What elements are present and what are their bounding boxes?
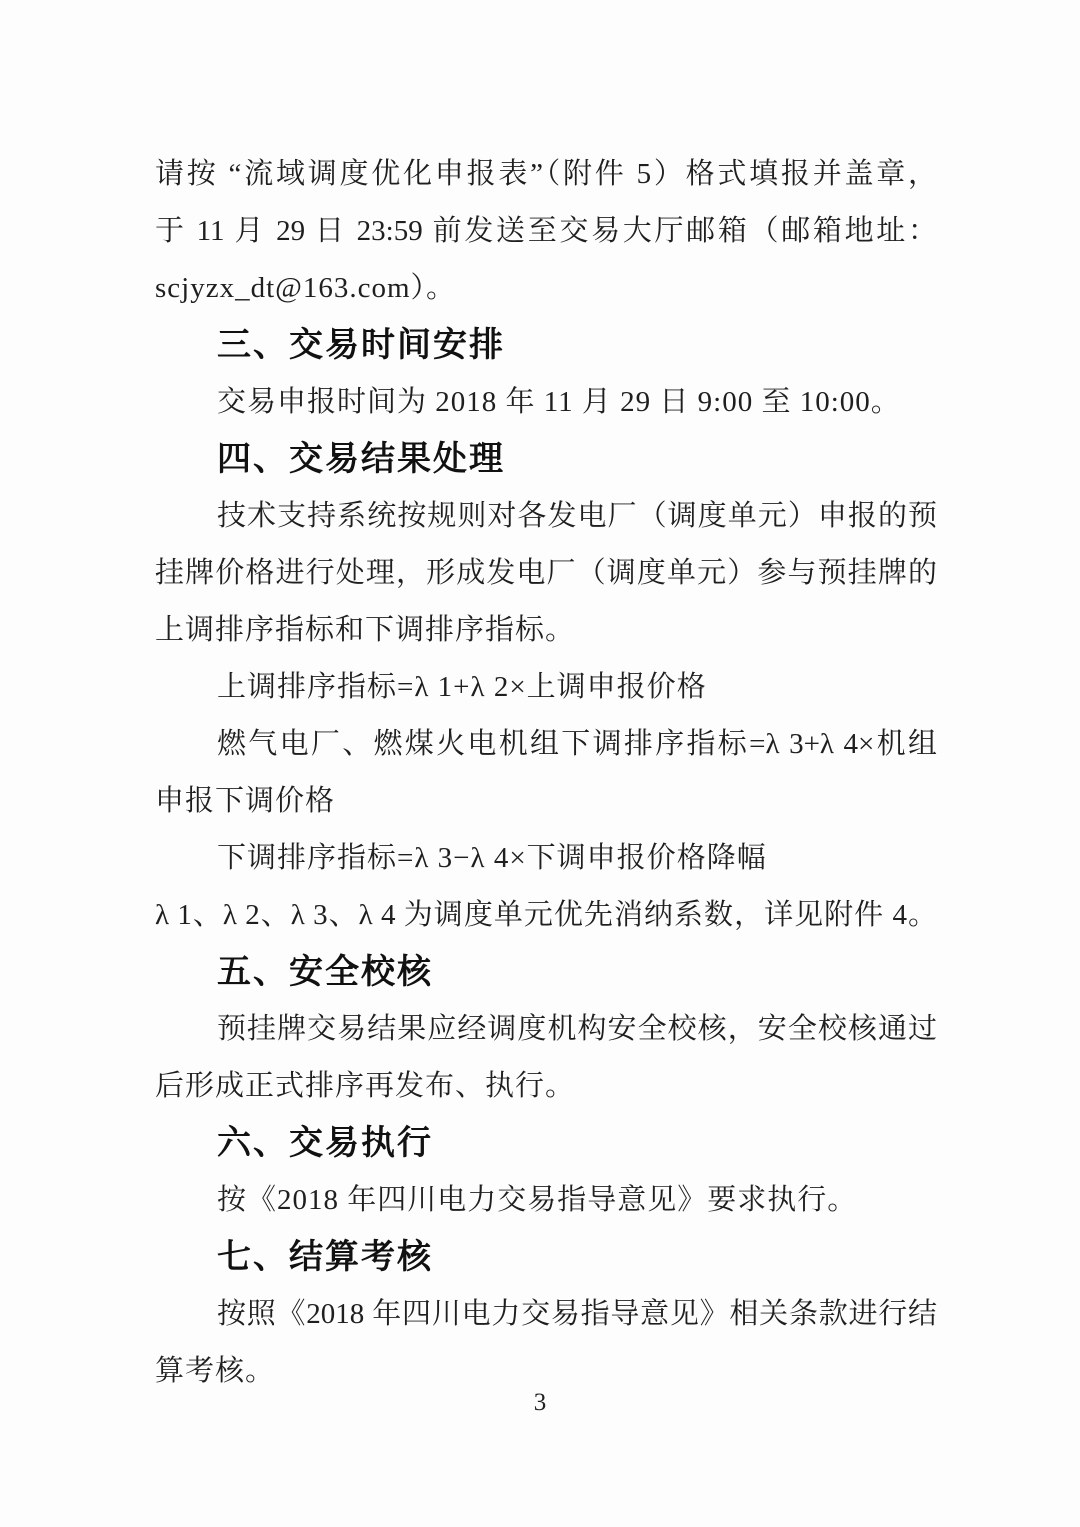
text-line: 交易申报时间为 2018 年 11 月 29 日 9:00 至 10:00。 bbox=[217, 386, 901, 418]
section-heading: 三、交易时间安排 bbox=[217, 326, 505, 364]
section-heading: 六、交易执行 bbox=[217, 1124, 433, 1162]
section-heading: 七、结算考核 bbox=[217, 1238, 433, 1276]
text-line: 请按 “流域调度优化申报表”（附件 5）格式填报并盖章， bbox=[155, 158, 937, 190]
text-line: 预挂牌交易结果应经调度机构安全校核，安全校核通过 bbox=[217, 1013, 937, 1045]
text-line: 下调排序指标=λ 3−λ 4×下调申报价格降幅 bbox=[217, 842, 767, 874]
text-line: 上调排序指标和下调排序指标。 bbox=[155, 614, 576, 646]
text-line: 按《2018 年四川电力交易指导意见》要求执行。 bbox=[217, 1184, 858, 1216]
page-number: 3 bbox=[533, 1389, 547, 1416]
text-line: 算考核。 bbox=[155, 1355, 276, 1387]
text-line: scjyzx_dt@163.com）。 bbox=[155, 272, 457, 304]
text-line: 申报下调价格 bbox=[155, 785, 336, 817]
text-line: 后形成正式排序再发布、执行。 bbox=[155, 1070, 576, 1102]
document-body bbox=[155, 146, 937, 1400]
text-line: 燃气电厂、燃煤火电机组下调排序指标=λ 3+λ 4×机组 bbox=[217, 728, 937, 760]
text-line: 于 11 月 29 日 23:59 前发送至交易大厅邮箱（邮箱地址： bbox=[155, 215, 937, 247]
text-line: 按照《2018 年四川电力交易指导意见》相关条款进行结 bbox=[217, 1298, 937, 1330]
section-heading: 四、交易结果处理 bbox=[217, 440, 505, 478]
section-heading: 五、安全校核 bbox=[217, 953, 433, 991]
text-line: 挂牌价格进行处理，形成发电厂（调度单元）参与预挂牌的 bbox=[155, 557, 937, 589]
text-line: λ 1、λ 2、λ 3、λ 4 为调度单元优先消纳系数，详见附件 4。 bbox=[155, 899, 937, 931]
text-line: 技术支持系统按规则对各发电厂（调度单元）申报的预 bbox=[217, 500, 937, 532]
text-line: 上调排序指标=λ 1+λ 2×上调申报价格 bbox=[217, 671, 707, 703]
